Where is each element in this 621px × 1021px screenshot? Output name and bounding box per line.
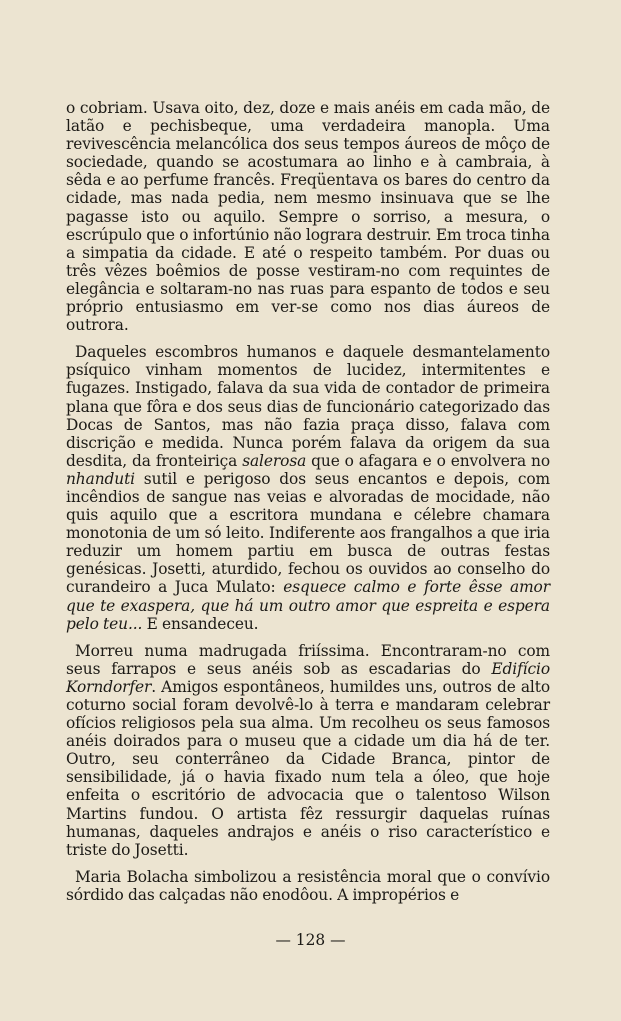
text-run: que o afagara e o envolvera no <box>306 451 550 470</box>
text-run: o cobriam. Usava oito, dez, doze e mais anéis em cada mão, de latão e pechisbeque, uma verdadeira manopla. Uma revivescência melancólica dos seus tempos áureos de môço de sociedade, quando se acostumara ao linho e à cambraia, à sêda e ao perfume francês. Freqüentava os bares do centro da cidade, mas nada pedia, nem mesmo insinuava que se lhe pagasse isto ou aquilo. Sempre o sorriso, a mesura, o escrúpulo que o infortúnio não lograra destruir. Em troca tinha a simpatia da cidade. E até o respeito também. Por duas ou três vêzes boêmios de posse vestiram-no com requintes de elegância e soltaram-no nas ruas para espanto de todos e seu próprio entusiasmo em ver-se como nos dias áureos de outrora. <box>66 99 550 335</box>
text-run: Maria Bolacha simbolizou a resistência moral que o convívio sórdido das calçadas não enodôou. A impropérios e <box>66 867 550 904</box>
italic-text: esquece calmo e forte êsse amor que te exaspera, que há um outro amor que espreita e espera pelo teu... <box>66 578 550 633</box>
paragraph <box>66 343 550 633</box>
paragraph <box>66 868 550 904</box>
page-number: — 128 — <box>275 931 346 949</box>
paragraph <box>66 642 550 859</box>
text-run: Daqueles escombros humanos e daquele desmantelamento psíquico vinham momentos de lucidez, intermitentes e fugazes. Instigado, falava da sua vida de contador de primeira plana que fôra e dos seus dias de funcionário categorizado das Docas de Santos, mas não fazia praça disso, falava com discrição e medida. Nunca porém falava da origem da sua desdita, da fronteiriça <box>66 343 550 470</box>
text-run: Morreu numa madrugada friíssima. Encontraram-no com seus farrapos e seus anéis sob as escadarias do <box>66 641 550 678</box>
italic-text: Edifício Korndorfer <box>66 659 550 696</box>
text-run: sutil e perigoso dos seus encantos e depois, com incêndios de sangue nas veias e alvoradas de mocidade, não quis aquilo que a escritora mundana e célebre chamara monotonia de um só leito. Indiferente aos frangalhos a que iria reduzir um homem partiu em busca de outras festas genésicas. Josetti, aturdido, fechou os ouvidos ao conselho do curandeiro a Juca Mulato: <box>66 469 550 597</box>
body-text <box>66 99 550 913</box>
italic-text: nhanduti <box>66 469 135 488</box>
text-run: . Amigos espontâneos, humildes uns, outros de alto coturno social foram devolvê-lo à terra e mandaram celebrar ofícios religiosos pela sua alma. Um recolheu os seus famosos anéis doirados para o museu que a cidade um dia há de ter. Outro, seu conterrâneo da Cidade Branca, pintor de sensibilidade, já o havia fixado num tela a óleo, que hoje enfeita o escritório de advocacia que o talentoso Wilson Martins fundou. O artista fêz ressurgir daquelas ruínas humanas, daqueles andrajos e anéis o riso característico e triste do Josetti. <box>66 677 550 859</box>
italic-text: salerosa <box>242 451 307 470</box>
paragraph <box>66 99 550 334</box>
text-run: E ensandeceu. <box>142 614 259 633</box>
